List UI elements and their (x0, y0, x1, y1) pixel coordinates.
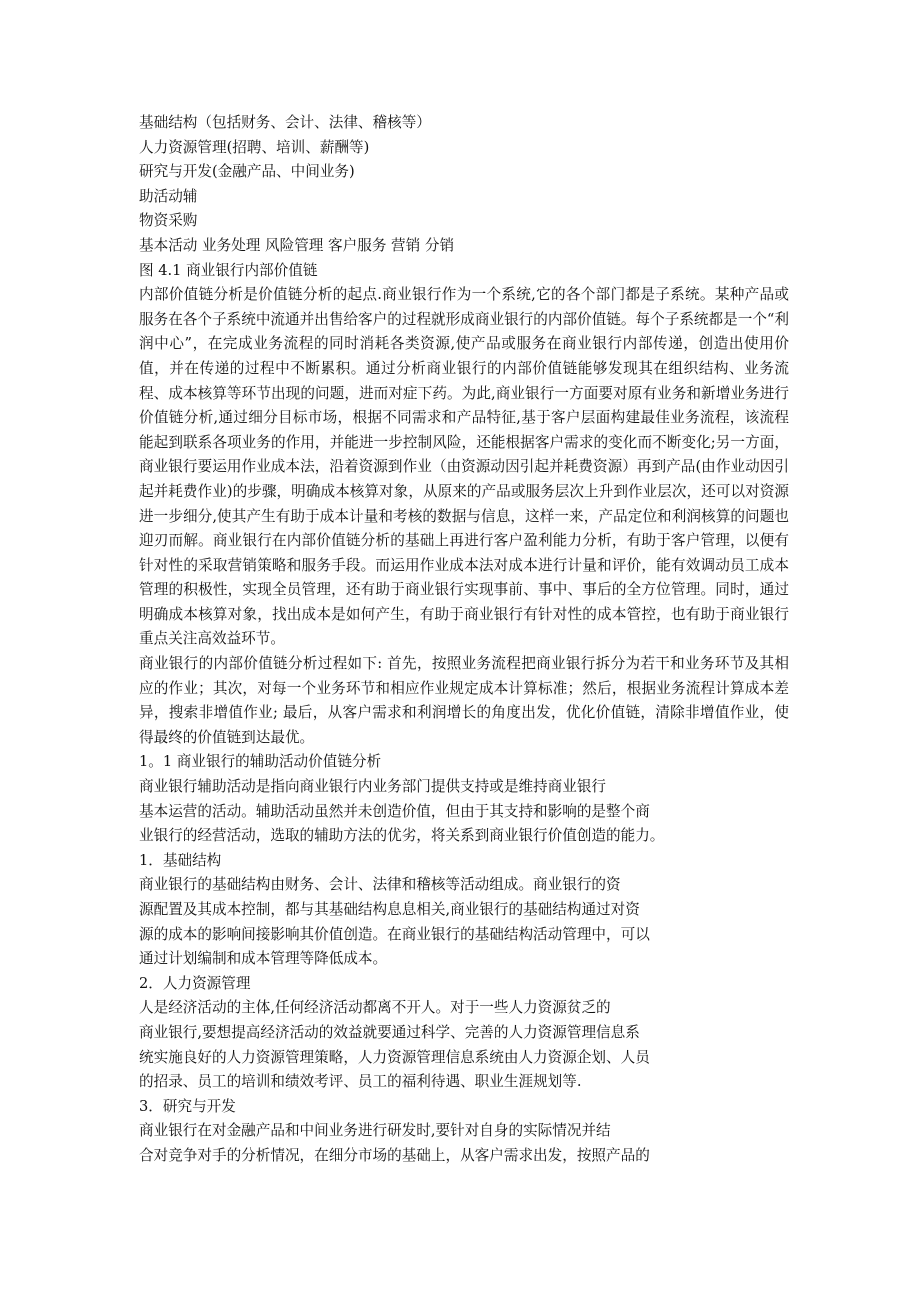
text-line: 通过计划编制和成本管理等降低成本。 (139, 950, 388, 968)
figure-caption: 图 4.1 商业银行内部价值链 (139, 261, 318, 279)
text-line: 商业银行,要想提高经济活动的效益就要通过科学、完善的人力资源管理信息系 (139, 1023, 640, 1041)
section-heading-infrastructure: 1．基础结构 (139, 851, 222, 869)
text-line: 业银行的经营活动，选取的辅助方法的优劣，将关系到商业银行价值创造的能力。 (139, 827, 665, 845)
figure-line-procurement: 物资采购 (139, 212, 198, 230)
paragraph-internal-value-chain: 内部价值链分析是价值链分析的起点.商业银行作为一个系统,它的各个部门都是子系统。某种产品或服务在各个子系统中流通并出售给客户的过程就形成商业银行的内部价值链。每个子系统都是一个“利润中心”，在完成业务流程的同时消耗各类资源,使产品或服务在商业银行内部传递，创造出使用价值，并在传递的过程中不断累积。通过分析商业银行的内部价值链能够发现其在组织结构、业务流程、成本核算等环节出现的问题，进而对症下药。为此,商业银行一方面要对原有业务和新增业务进行价值链分析,通过细分目标市场，根据不同需求和产品特征,基于客户层面构建最佳业务流程，该流程能起到联系各项业务的作用，并能进一步控制风险，还能根据客户需求的变化而不断变化;另一方面，商业银行要运用作业成本法，沿着资源到作业（由资源动因引起并耗费资源）再到产品(由作业动因引起并耗费作业)的步骤，明确成本核算对象，从原来的产品或服务层次上升到作业层次，还可以对资源进一步细分,使其产生有助于成本计量和考核的数据与信息，这样一来，产品定位和利润核算的问题也迎刃而解。商业银行在内部价值链分析的基础上再进行客户盈利能力分析，有助于客户管理，以便有针对性的采取营销策略和服务手段。而运用作业成本法对成本进行计量和评价，能有效调动员工成本管理的积极性，实现全员管理，还有助于商业银行实现事前、事中、事后的全方位管理。同时，通过明确成本核算对象，找出成本是如何产生，有助于商业银行有针对性的成本管控，也有助于商业银行重点关注高效益环节。 (139, 286, 789, 648)
text-line: 源配置及其成本控制，都与其基础结构息息相关,商业银行的基础结构通过对资 (139, 901, 640, 918)
figure-line-support-activities: 助活动辅 (139, 187, 198, 205)
figure-line-rnd: 研究与开发(金融产品、中间业务) (139, 163, 355, 181)
text-line: 商业银行在对金融产品和中间业务进行研发时,要针对自身的实际情况并结 (139, 1122, 611, 1140)
text-line: 商业银行的基础结构由财务、会计、法律和稽核等活动组成。商业银行的资 (139, 876, 621, 894)
section-heading-rnd: 3．研究与开发 (139, 1097, 236, 1115)
text-line: 基本运营的活动。辅助活动虽然并未创造价值，但由于其支持和影响的是整个商 (139, 802, 650, 820)
text-line: 合对竞争对手的分析情况，在细分市场的基础上，从客户需求出发，按照产品的 (139, 1146, 650, 1164)
paragraph-analysis-process: 商业银行的内部价值链分析过程如下: 首先，按照业务流程把商业银行拆分为若干和业务环节及其相应的作业；其次，对每一个业务环节和相应作业规定成本计算标准；然后，根据业务流程计算成本差异，搜索非增值作业; 最后，从客户需求和利润增长的角度出发，优化价值链，清除非增值作业，使得最终的价值链到达最优。 (139, 655, 789, 746)
text-line: 人是经济活动的主体,任何经济活动都离不开人。对于一些人力资源贫乏的 (139, 999, 611, 1017)
figure-line-infrastructure: 基础结构（包括财务、会计、法律、稽核等） (139, 114, 431, 131)
figure-line-hr: 人力资源管理(招聘、培训、薪酬等) (139, 138, 370, 156)
text-line: 的招录、员工的培训和绩效考评、员工的福利待遇、职业生涯规划等. (139, 1073, 582, 1091)
text-line: 商业银行辅助活动是指向商业银行内业务部门提供支持或是维持商业银行 (139, 778, 607, 796)
section-heading-hr-management: 2．人力资源管理 (139, 974, 251, 992)
text-line: 统实施良好的人力资源管理策略，人力资源管理信息系统由人力资源企划、人员 (139, 1048, 650, 1066)
document-body (139, 111, 789, 1169)
figure-line-primary-activities: 基本活动 业务处理 风险管理 客户服务 营销 分销 (139, 236, 455, 254)
text-line: 源的成本的影响间接影响其价值创造。在商业银行的基础结构活动管理中，可以 (139, 925, 650, 943)
section-heading-1-1: 1。1 商业银行的辅助活动价值链分析 (139, 753, 382, 771)
